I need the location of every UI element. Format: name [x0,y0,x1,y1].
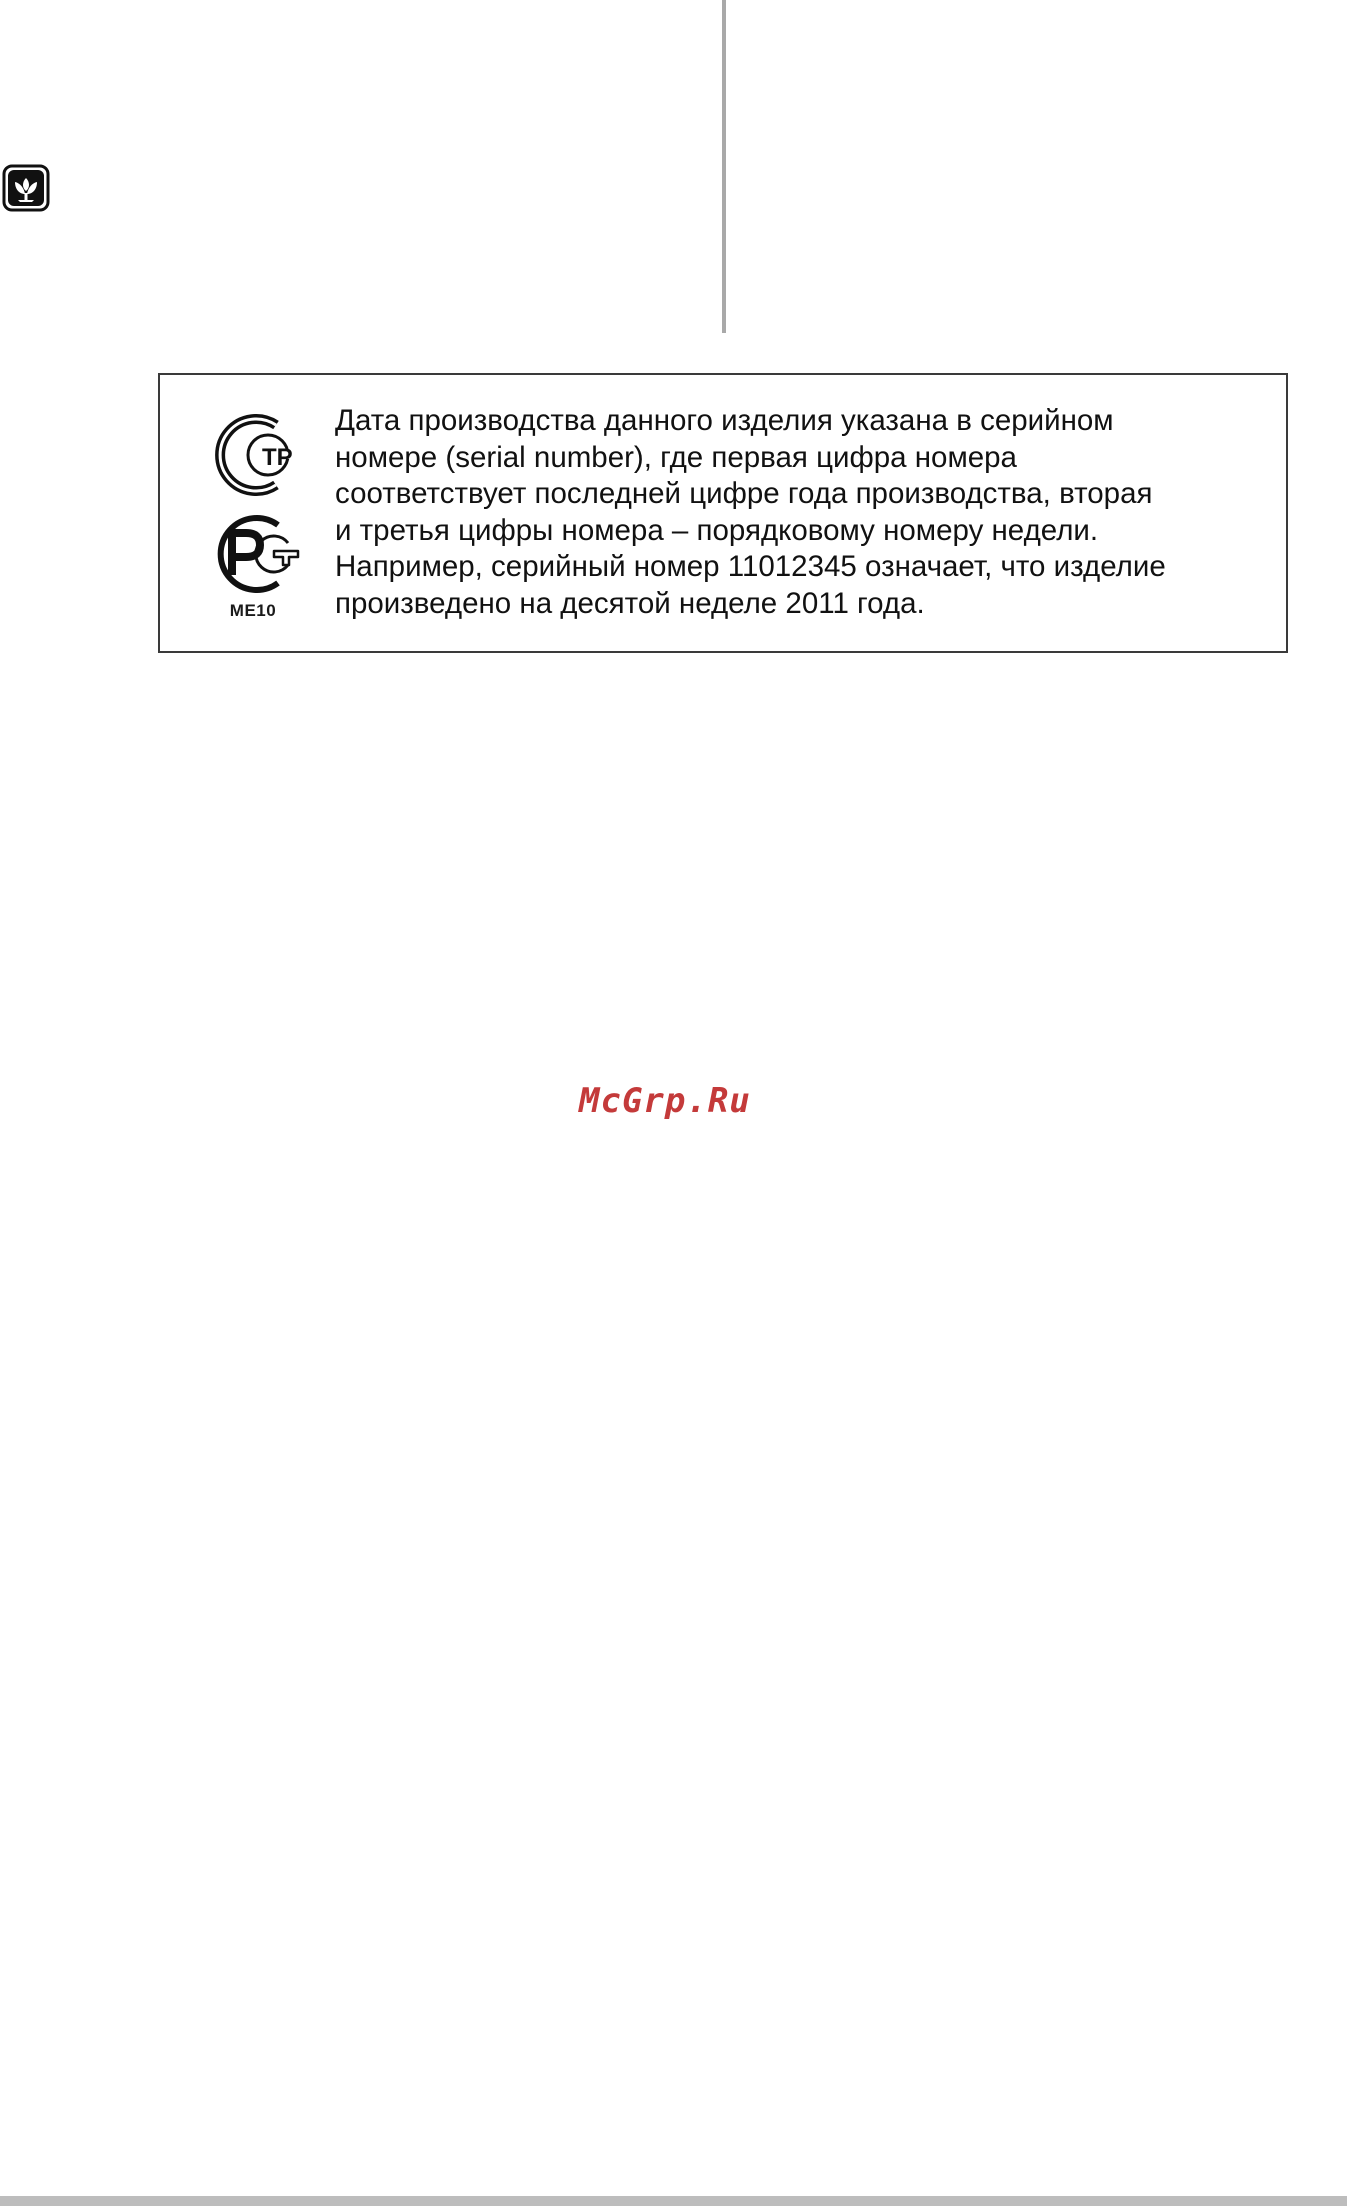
eac-mark-letters: ТР [262,444,293,471]
notice-line: соответствует последней цифре года производства, вторая [335,477,1153,510]
production-date-text [335,403,1265,622]
notice-line: Например, серийный номер 11012345 означает, что изделие [335,550,1166,583]
certification-code: ME10 [229,601,277,620]
pct-certification-mark-icon [202,509,304,599]
notice-line: произведено на десятой неделе 2011 года. [335,586,925,620]
watermark-text: McGrp.Ru [579,1081,751,1121]
notice-line: Дата производства данного изделия указана в серийном [335,404,1114,437]
column-divider [722,0,726,333]
notice-line: номере (serial number), где первая цифра номера [335,440,1017,474]
notice-line: и третья цифры номера – порядковому номеру недели. [335,513,1099,547]
eco-flower-icon [2,164,50,212]
production-date-notice [158,373,1288,653]
eac-certification-mark-icon [202,411,304,499]
certification-marks [202,411,312,631]
footer-rule [0,2196,1347,2206]
